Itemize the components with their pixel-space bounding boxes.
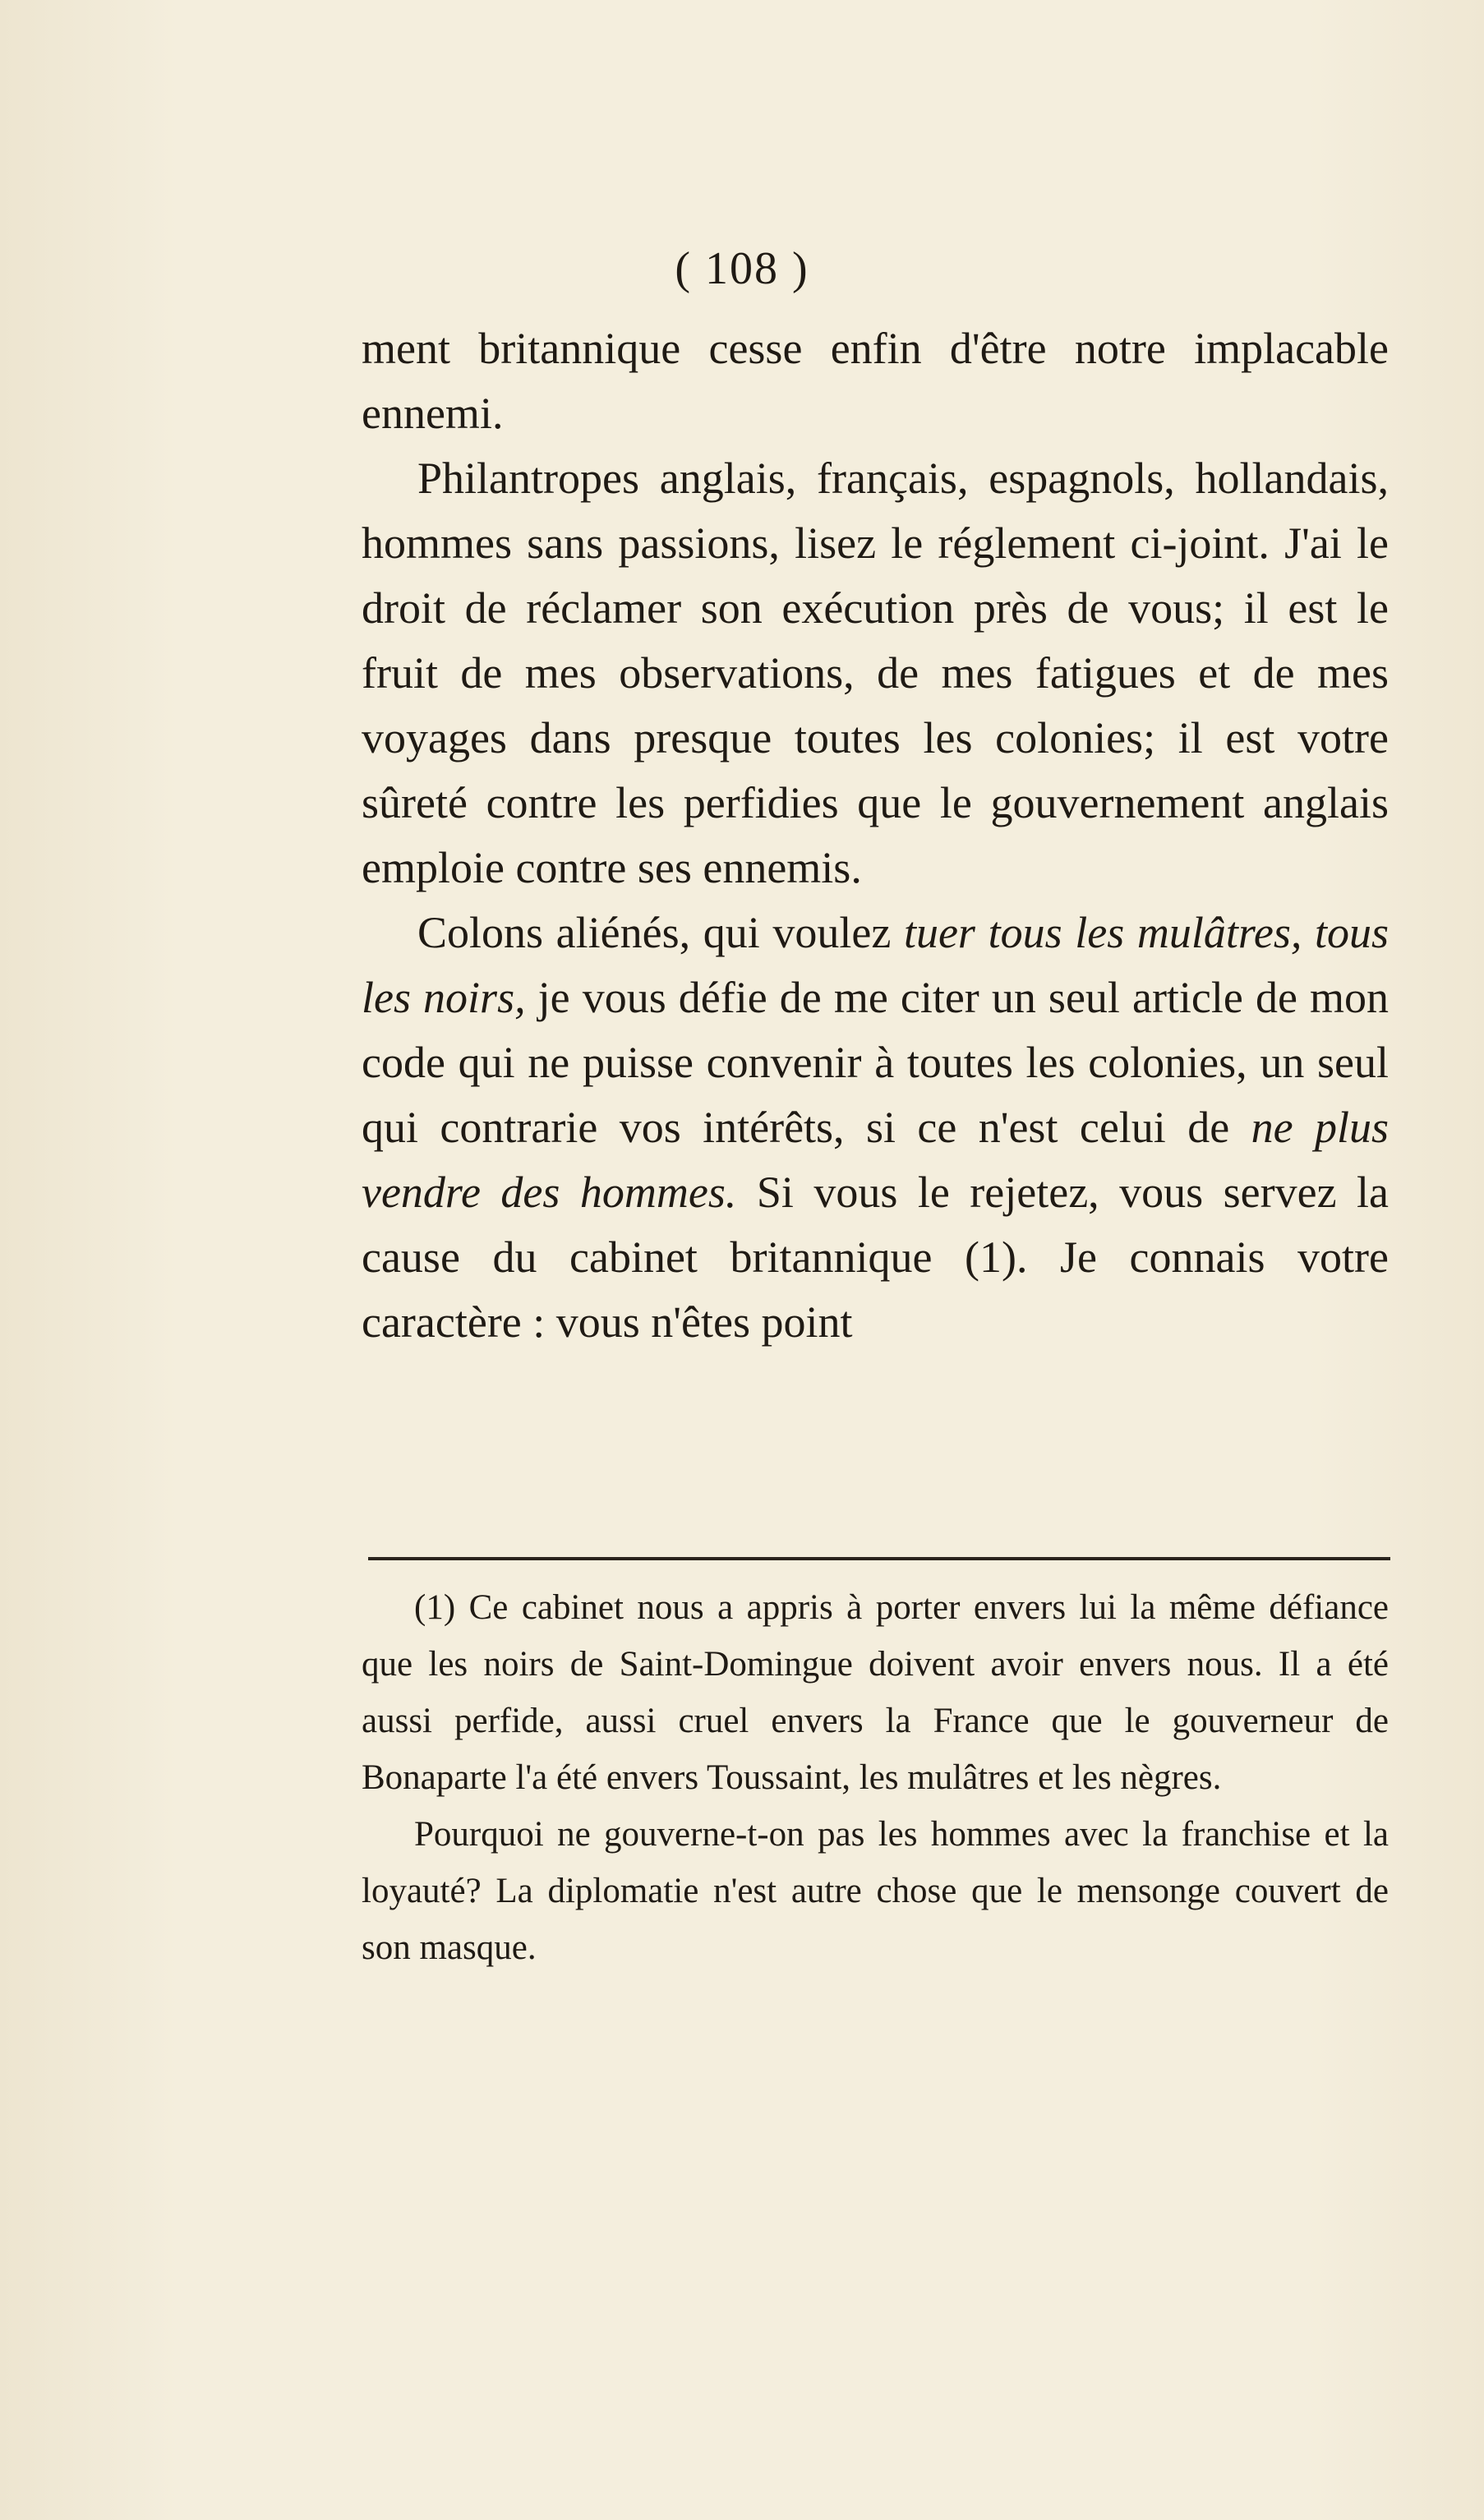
main-text <box>362 316 1389 1355</box>
paragraph-2: Philantropes anglais, français, espagnols, hollandais, hommes sans passions, lisez le réglement ci-joint. J'ai le droit de réclamer son exécution près de vous; il est le fruit de mes observations, de mes fatigues et de mes voyages dans presque toutes les colonies; il est votre sûreté contre les perfidies que le gouvernement anglais emploie contre ses ennemis. <box>362 454 1389 892</box>
paragraph-3-italic-1: tuer tous les mulâtres, tous les noirs, <box>362 908 1389 1022</box>
paragraph-1: ment britannique cesse enfin d'être notre implacable ennemi. <box>362 324 1389 438</box>
paragraph-3 <box>362 901 1389 1355</box>
page-number: ( 108 ) <box>675 243 809 294</box>
footnote-divider <box>368 1557 1390 1560</box>
footnotes <box>362 1579 1389 1976</box>
footnote-2: Pourquoi ne gouverne-t-on pas les hommes avec la franchise et la loyauté? La diplomatie n'est autre chose que le mensonge couvert de son masque. <box>362 1815 1389 1967</box>
paragraph-3-part-a: Colons aliénés, qui voulez <box>417 908 904 957</box>
paragraph-3-italic-2: ne plus vendre des hommes. <box>362 1103 1389 1217</box>
paragraph-3-part-c: je vous défie de me citer un seul article de mon code qui ne puisse convenir à toutes les colonies, un seul qui contrarie vos intérêts, si ce n'est celui de <box>362 973 1389 1152</box>
footnote-1: (1) Ce cabinet nous a appris à porter envers lui la même défiance que les noirs de Saint-Domingue doivent avoir envers nous. Il a été aussi perfide, aussi cruel envers la France que le gouverneur de Bonaparte l'a été envers Toussaint, les mulâtres et les nègres. <box>362 1588 1389 1797</box>
paragraph-3-part-e: Si vous le rejetez, vous servez la cause du cabinet britannique (1). Je connais votre caractère : vous n'êtes point <box>362 1168 1389 1347</box>
